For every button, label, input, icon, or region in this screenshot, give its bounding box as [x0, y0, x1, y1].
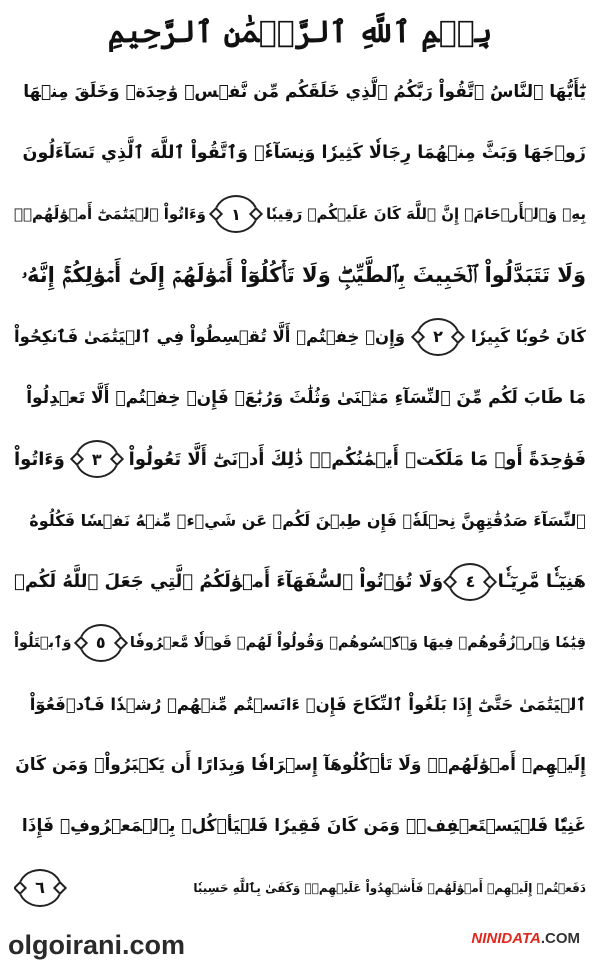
ayah-number-marker: ٦: [18, 869, 62, 907]
verse-line: [14, 186, 586, 242]
ayah-number-marker: ٢: [416, 318, 460, 356]
verse-text: إِلَيۡهِمۡ أَمۡوَٰلَهُمۡۖ وَلَا تَأۡكُلُوهَآ إِسۡرَافٗا وَبِدَارًا أَن يَكۡبَرُواْۚ وَمَن كَانَ: [15, 755, 586, 776]
verse-line: [14, 125, 586, 181]
ayah-number-marker: ١: [214, 195, 258, 233]
verse-text: مَا طَابَ لَكُم مِّنَ ٱلنِّسَآءِ مَثۡنَىٰ وَثُلَٰثَ وَرُبَٰعَۖ فَإِنۡ خِفۡتُمۡ أَلَّا تَعۡدِلُواْ: [26, 388, 586, 408]
verse-text: وَٱبۡتَلُواْ: [14, 634, 72, 651]
ayah-number-marker: ٤: [448, 563, 492, 601]
verse-line: [14, 309, 586, 365]
verse-text: وَلَا تُؤۡتُواْ ٱلسُّفَهَآءَ أَمۡوَٰلَكُمُ ٱلَّتِي جَعَلَ ٱللَّهُ لَكُمۡ: [14, 571, 444, 593]
verse-line: [14, 248, 586, 304]
verse-line: [14, 431, 586, 487]
verse-text: يَٰٓأَيُّهَا ٱلنَّاسُ ٱتَّقُواْ رَبَّكُمُ ٱلَّذِي خَلَقَكُم مِّن نَّفۡسٖ وَٰحِدَةٖ وَخَلَقَ مِنۡهَا: [23, 82, 586, 102]
verse-text: دَفَعۡتُمۡ إِلَيۡهِمۡ أَمۡوَٰلَهُمۡ فَأَشۡهِدُواْ عَلَيۡهِمۡۚ وَكَفَىٰ بِٱللَّهِ حَسِيبٗا: [193, 880, 586, 895]
ayah-number-marker: ٥: [79, 624, 123, 662]
verse-line: [14, 64, 586, 120]
verse-text: زَوۡجَهَا وَبَثَّ مِنۡهُمَا رِجَالٗا كَثِيرٗا وَنِسَآءٗۚ وَٱتَّقُواْ ٱللَّهَ ٱلَّذِي تَسَآءَلُونَ: [22, 143, 586, 164]
verse-text: ٱلنِّسَآءَ صَدُقَٰتِهِنَّ نِحۡلَةٗۚ فَإِن طِبۡنَ لَكُمۡ عَن شَيۡءٖ مِّنۡهُ نَفۡسٗا فَكُلُوهُ: [29, 510, 586, 530]
verse-line: [14, 492, 586, 548]
verse-line: [14, 676, 586, 732]
ayah-number-marker: ٣: [75, 440, 119, 478]
verse-line: [14, 737, 586, 793]
verse-text: قِيَٰمٗا وَٱرۡزُقُوهُمۡ فِيهَا وَٱكۡسُوهُمۡ وَقُولُواْ لَهُمۡ قَوۡلٗا مَّعۡرُوفٗا: [129, 634, 586, 651]
verse-text: وَلَا تَتَبَدَّلُواْ ٱلۡخَبِيثَ بِٱلطَّيِّبِۖ وَلَا تَأۡكُلُوٓاْ أَمۡوَٰلَهُمۡ إِلَىٰٓ أَمۡوَٰلِكُمۡۚ إِنَّهُۥ: [21, 263, 586, 288]
verse-text: وَءَاتُواْ: [14, 448, 65, 470]
verse-text: كَانَ حُوبٗا كَبِيرٗا: [471, 327, 586, 347]
verse-text: فَوَٰحِدَةً أَوۡ مَا مَلَكَتۡ أَيۡمَٰنُكُمۡۚ ذَٰلِكَ أَدۡنَىٰٓ أَلَّا تَعُولُواْ: [128, 448, 586, 470]
site-url-left: olgoirani.com: [8, 930, 186, 960]
basmala-text: بِسۡمِ ٱللَّهِ ٱلرَّحۡمَٰنِ ٱلرَّحِيمِ: [107, 14, 493, 50]
verse-line: [14, 370, 586, 426]
verse-line: [14, 615, 586, 671]
verse-text: ٱلۡيَتَٰمَىٰ حَتَّىٰٓ إِذَا بَلَغُواْ ٱلنِّكَاحَ فَإِنۡ ءَانَسۡتُم مِّنۡهُمۡ رُشۡدٗا فَٱدۡفَعُوٓاْ: [29, 694, 586, 714]
verse-text: وَءَاتُواْ ٱلۡيَتَٰمَىٰٓ أَمۡوَٰلَهُمۡۖ: [14, 205, 207, 224]
verse-text: غَنِيّٗا فَلۡيَسۡتَعۡفِفۡۖ وَمَن كَانَ فَقِيرٗا فَلۡيَأۡكُلۡ بِٱلۡمَعۡرُوفِۚ فَإِذَا: [21, 816, 586, 837]
verse-line: [14, 798, 586, 854]
basmala-header: [0, 4, 600, 60]
verse-text: وَإِنۡ خِفۡتُمۡ أَلَّا تُقۡسِطُواْ فِي ٱلۡيَتَٰمَىٰ فَٱنكِحُواْ: [14, 327, 406, 347]
verse-text: بِهِۦ وَٱلۡأَرۡحَامَۚ إِنَّ ٱللَّهَ كَانَ عَلَيۡكُمۡ رَقِيبٗا: [265, 205, 586, 224]
watermark: [471, 930, 580, 947]
watermark-red: NINIDATA: [471, 930, 541, 947]
verse-text: هَنِيٓـٔٗا مَّرِيٓـٔٗا: [497, 571, 586, 593]
verse-line: [14, 554, 586, 610]
verse-line: [14, 860, 586, 916]
watermark-dark: .COM: [540, 930, 580, 947]
